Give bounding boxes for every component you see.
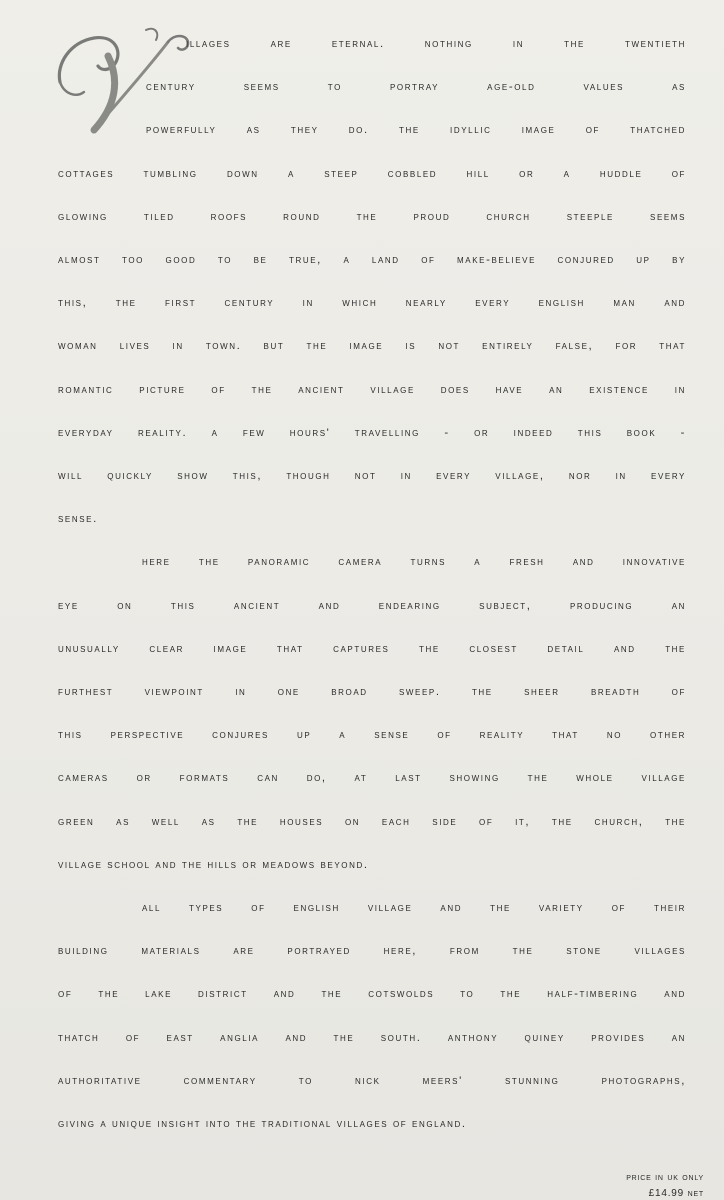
blurb-text: [58, 23, 686, 1146]
paragraph-line: village school and the hills or meadows beyond.: [58, 858, 369, 871]
paragraph-line: almost too good to be true, a land of make-believe conjured up by: [58, 254, 686, 267]
paragraph-line: green as well as the houses on each side of it, the church, the: [58, 815, 686, 828]
paragraph-line: powerfully as they do. the idyllic image of thatched: [146, 124, 686, 137]
paragraph-line: everyday reality. a few hours' travelling - or indeed this book -: [58, 426, 686, 439]
paragraph-line: this, the first century in which nearly every english man and: [58, 297, 686, 310]
paragraph-line: here the panoramic camera turns a fresh and innovative: [142, 556, 686, 569]
price-amount: £14.99 net: [648, 1188, 704, 1199]
paragraph-line: will quickly show this, though not in every village, nor in every: [58, 470, 686, 483]
price-region: price in uk only: [626, 1172, 704, 1183]
paragraph-line: all types of english village and the variety of their: [142, 902, 686, 915]
paragraph-line: this perspective conjures up a sense of reality that no other: [58, 729, 686, 742]
paragraph-line: thatch of east anglia and the south. anthony quiney provides an: [58, 1031, 686, 1044]
drop-cap-letter: [50, 140, 51, 141]
paragraph-line: century seems to portray age-old values as: [146, 81, 686, 94]
paragraph-line: unusually clear image that captures the closest detail and the: [58, 642, 686, 655]
paragraph-line: sense.: [58, 513, 98, 526]
paragraph-line: eye on this ancient and endearing subject, producing an: [58, 599, 686, 612]
paragraph-line: glowing tiled roofs round the proud church steeple seems: [58, 210, 686, 223]
paragraph-1: [58, 23, 686, 541]
paragraph-line: giving a unique insight into the traditional villages of england.: [58, 1118, 467, 1131]
paragraph-3: [58, 887, 686, 1146]
paragraph-line: of the lake district and the cotswolds to the half-timbering and: [58, 988, 686, 1001]
paragraph-line: romantic picture of the ancient village does have an existence in: [58, 383, 686, 396]
paragraph-line: cottages tumbling down a steep cobbled hill or a huddle of: [58, 167, 686, 180]
paragraph-line: woman lives in town. but the image is not entirely false, for that: [58, 340, 686, 353]
paragraph-2: [58, 541, 686, 887]
paragraph-line: building materials are portrayed here, from the stone villages: [58, 945, 686, 958]
paragraph-line: authoritative commentary to nick meers' stunning photographs,: [58, 1074, 686, 1087]
paragraph-line: illages are eternal. nothing in the twentieth: [186, 38, 686, 50]
paragraph-line: furthest viewpoint in one broad sweep. the sheer breadth of: [58, 686, 686, 699]
paragraph-line: cameras or formats can do, at last showing the whole village: [58, 772, 686, 785]
price-label: [626, 1170, 704, 1200]
